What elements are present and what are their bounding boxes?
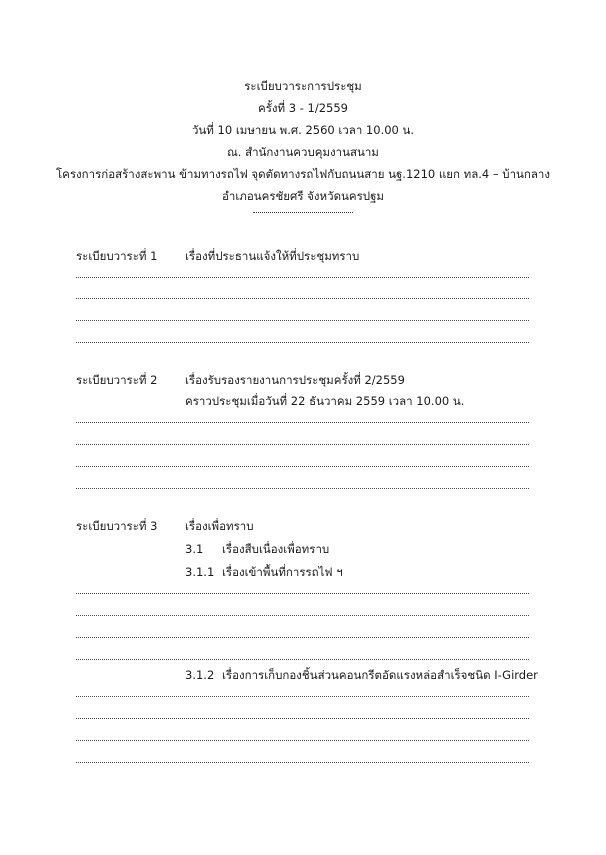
item-3-1-2-text: เรื่องการเก็บกองชิ้นส่วนคอนกรีตอัดแรงหล่อสำเร็จชนิด I-Girder: [222, 668, 538, 682]
writing-line: [76, 342, 529, 343]
meeting-date: วันที่ 10 เมษายน พ.ศ. 2560 เวลา 10.00 น.: [191, 123, 415, 137]
agenda-2-label: ระเบียบวาระที่ 2: [76, 373, 158, 387]
agenda-1-label: ระเบียบวาระที่ 1: [76, 249, 158, 263]
header-separator: [253, 212, 353, 213]
agenda-2-title: เรื่องรับรองรายงานการประชุมครั้งที่ 2/2559: [185, 373, 405, 387]
writing-line: [76, 718, 529, 719]
writing-line: [76, 593, 529, 594]
writing-line: [76, 659, 529, 660]
meeting-number: ครั้งที่ 3 - 1/2559: [258, 101, 348, 115]
item-3-1-2-number: 3.1.2: [185, 668, 215, 682]
project-district: อำเภอนครชัยศรี จังหวัดนครปฐม: [221, 189, 384, 203]
project-name: โครงการก่อสร้างสะพาน ข้ามทางรถไฟ จุดตัดทางรถไฟกับถนนสาย นฐ.1210 แยก ทล.4 – บ้านกลาง: [55, 167, 551, 181]
writing-line: [76, 466, 529, 467]
agenda-3-title: เรื่องเพื่อทราบ: [185, 519, 254, 533]
writing-line: [76, 444, 529, 445]
writing-line: [76, 277, 529, 278]
item-3-1-text: เรื่องสืบเนื่องเพื่อทราบ: [222, 542, 330, 556]
meeting-location: ณ. สำนักงานควบคุมงานสนาม: [227, 145, 379, 159]
writing-line: [76, 298, 529, 299]
item-3-1-1-text: เรื่องเข้าพื้นที่การรถไฟ ฯ: [222, 565, 343, 579]
writing-line: [76, 740, 529, 741]
agenda-3-label: ระเบียบวาระที่ 3: [76, 519, 158, 533]
writing-line: [76, 320, 529, 321]
item-3-1-1-number: 3.1.1: [185, 565, 215, 579]
writing-line: [76, 696, 529, 697]
writing-line: [76, 422, 529, 423]
writing-line: [76, 762, 529, 763]
writing-line: [76, 637, 529, 638]
agenda-1-title: เรื่องที่ประธานแจ้งให้ที่ประชุมทราบ: [185, 249, 360, 263]
writing-line: [76, 488, 529, 489]
agenda-2-subtitle: คราวประชุมเมื่อวันที่ 22 ธันวาคม 2559 เวลา 10.00 น.: [185, 394, 465, 408]
item-3-1-number: 3.1: [185, 542, 204, 556]
writing-line: [76, 615, 529, 616]
meeting-title: ระเบียบวาระการประชุม: [244, 79, 362, 93]
